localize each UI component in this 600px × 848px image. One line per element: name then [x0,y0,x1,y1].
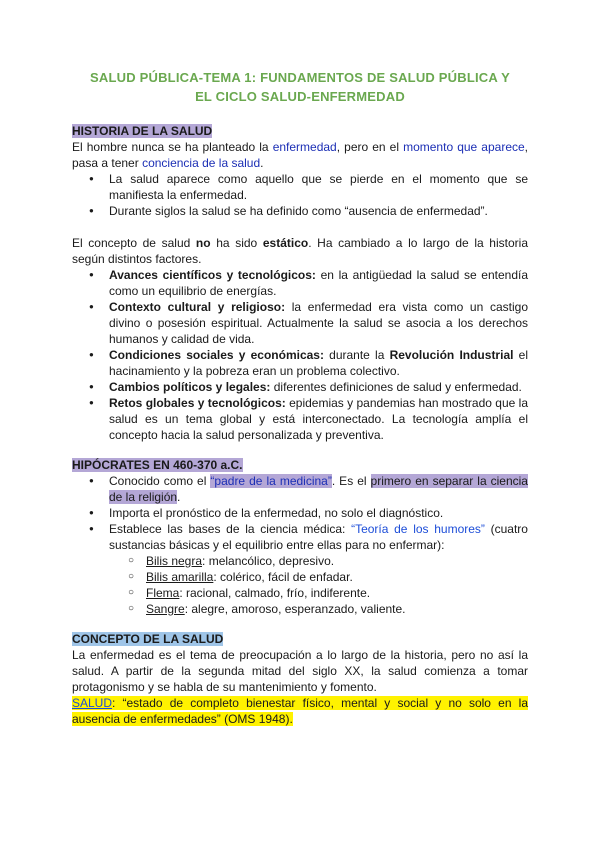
salud-definition: SALUD: “estado de completo bienestar físico, mental y social y no solo en la ausencia de enfermedades” (OMS 1948). [72,696,528,726]
heading-historia: HISTORIA DE LA SALUD [72,124,213,138]
hipocrates-bullets [72,473,528,553]
highlight-primero: primero en separar la ciencia de la religión [109,474,528,504]
list-item: ● Durante siglos la salud se ha definido como “ausencia de enfermedad”. [109,203,528,219]
historia-bullets [72,171,528,219]
list-item: ● La salud aparece como aquello que se pierde en el momento que se manifiesta la enfermedad. [109,171,528,203]
section-concepto [72,631,528,647]
list-item: ● Importa el pronóstico de la enfermedad, no solo el diagnóstico. [109,505,528,521]
factors-list [72,267,528,443]
list-item: ● Conocido como el “padre de la medicina”. Es el primero en separar la ciencia de la religión. [109,473,528,505]
title-line-1: SALUD PÚBLICA-TEMA 1: FUNDAMENTOS DE SALUD PÚBLICA Y [90,70,510,85]
humores-list [72,553,528,617]
list-item: ○ Flema: racional, calmado, frío, indiferente. [146,585,528,601]
term-enfermedad: enfermedad [272,140,337,154]
heading-hipocrates: HIPÓCRATES EN 460-370 a.C. [72,458,243,472]
list-item: ● Retos globales y tecnológicos: epidemias y pandemias han mostrado que la salud es un tema global y está interconectado. La tecnología amplía el concepto hacia la salud personalizada y preventiva. [109,395,528,443]
concepto-intro: El concepto de salud no ha sido estático. Ha cambiado a lo largo de la historia según distintos factores. [72,236,528,266]
list-item: ○ Bilis negra: melancólico, depresivo. [146,553,528,569]
list-item: ● Condiciones sociales y económicas: durante la Revolución Industrial el hacinamiento y la pobreza eran un problema colectivo. [109,347,528,379]
section-hipocrates [72,457,528,473]
title-line-2: EL CICLO SALUD-ENFERMEDAD [195,89,405,104]
section-historia [72,123,528,139]
highlight-padre: “padre de la medicina” [210,474,332,488]
list-item: ● Avances científicos y tecnológicos: en la antigüedad la salud se entendía como un equilibrio de energías. [109,267,528,299]
list-item: ○ Sangre: alegre, amoroso, esperanzado, valiente. [146,601,528,617]
heading-concepto: CONCEPTO DE LA SALUD [72,632,224,646]
list-item: ● Contexto cultural y religioso: la enfermedad era vista como un castigo divino o posesión espiritual. Actualmente la salud se asocia a los derechos humanos y calidad de vida. [109,299,528,347]
list-item: ● Cambios políticos y legales: diferentes definiciones de salud y enfermedad. [109,379,528,395]
term-teoria-humores: “Teoría de los humores” [351,522,485,536]
list-item: ● Establece las bases de la ciencia médica: “Teoría de los humores” (cuatro sustancias básicas y el equilibrio entre ellas para no enfermar): [109,521,528,553]
list-item: ○ Bilis amarilla: colérico, fácil de enfadar. [146,569,528,585]
term-salud: SALUD [72,696,113,710]
term-conciencia: conciencia de la salud [142,156,261,170]
concepto-para: La enfermedad es el tema de preocupación a lo largo de la historia, pero no así la salud. A partir de la segunda mitad del siglo XX, la salud comienza a tomar protagonismo y se habla de su mantenimiento y fomento. [72,648,528,694]
term-momento: momento que aparece [403,140,525,154]
historia-intro: El hombre nunca se ha planteado la enfermedad, pero en el momento que aparece, pasa a tener conciencia de la salud. [72,140,529,170]
document-title [72,68,528,106]
document-page [72,68,528,727]
